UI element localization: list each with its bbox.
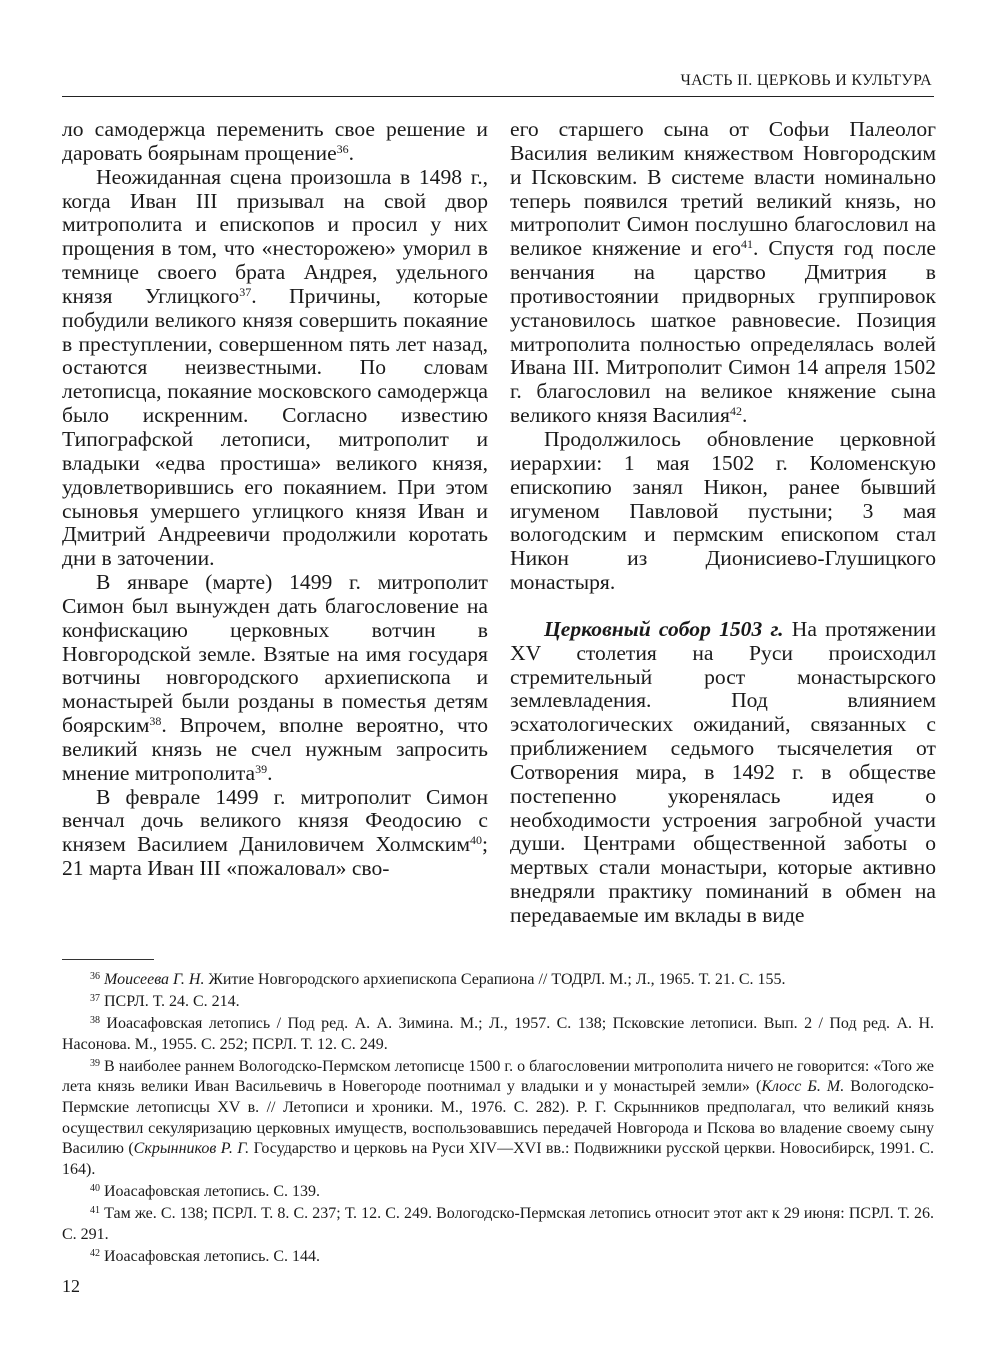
paragraph: его старшего сына от Софьи Палеолог Василия великим княжеством Новгородским и Псковским. В системе власти номинально теперь появился третий великий князь, но митрополит Симон послушно благословил на великое княжение и его$^{41}$. Спустя год после венчания на царство Дмитрия в противостоянии придворных группировок установилось шаткое равновесие. Позиция митрополита полностью определялась волей Ивана III. Митрополит Симон 14 апреля 1502 г. благословил на великое княжение сына великого князя Василия$^{42}$. xyxy=(510,117,936,428)
section-heading: Церковный собор 1503 г. xyxy=(544,616,784,641)
running-header xyxy=(62,70,934,97)
paragraph: ло самодержца переменить свое решение и даровать боярынам прощение$^{36}$. xyxy=(62,117,488,165)
paragraph: В январе (марте) 1499 г. митрополит Симон был вынужден дать благословение на конфискацию церковных вотчин в Новгородской земле. Взятые на имя государя вотчины новгородского архиепископа и монастырей были розданы в поместья детям боярским$^{38}$. Впрочем, вполне вероятно, что великий князь не счел нужным запросить мнение митрополита$^{39}$. xyxy=(62,570,488,785)
footnotes xyxy=(62,970,934,1269)
footnote: $^{42}$ Иоасафовская летопись. С. 144. xyxy=(90,1247,321,1265)
footnote-separator xyxy=(62,959,154,960)
paragraph: В феврале 1499 г. митрополит Симон венчал дочь великого князя Феодосию с князем Василием Даниловичем Холмским$^{40}$; 21 марта Иван III «пожаловал» сво- xyxy=(62,784,488,881)
footnote: $^{41}$ Там же. С. 138; ПСРЛ. Т. 8. С. 237; Т. 12. С. 249. Вологодско-Пермская летопись относит этот акт к 29 июня: ПСРЛ. Т. 26. С. 291. xyxy=(62,1205,935,1243)
left-column xyxy=(62,118,488,881)
footnote-ref[interactable]: 42 xyxy=(729,404,742,419)
page-number: 12 xyxy=(62,1276,80,1296)
paragraph: Продолжилось обновление церковной иерархии: 1 мая 1502 г. Коломенскую епископию занял Никон, ранее бывший игуменом Павловой пустыни; 3 мая вологодским и пермским епископом стал Никон из Дионисиево-Глушицкого монастыря. xyxy=(510,426,936,595)
footnote-ref[interactable]: 38 xyxy=(149,714,162,729)
footnote: $^{37}$ ПСРЛ. Т. 24. С. 214. xyxy=(90,993,240,1011)
footnote-ref[interactable]: 39 xyxy=(255,761,268,776)
right-column xyxy=(510,118,936,928)
footnote-ref[interactable]: 37 xyxy=(239,284,252,299)
paragraph: Церковный собор 1503 г. На протяжении XV столетия на Руси происходил стремительный рост монастырского землевладения. Под влиянием эсхатологических ожиданий, связанных с приближением седьмого тысячелетия от Сотворения мира, в 1492 г. в обществе постепенно укоренялась идея о необходимости устроения загробной участи души. Центрами общественной заботы о мертвых стали монастыри, которые активно внедряли практику поминаний в обмен на передаваемые им вклады в виде xyxy=(510,616,936,927)
footnote: $^{36}$ Моисеева Г. Н. Житие Новгородского архиепископа Серапиона // ТОДРЛ. М.; Л., 1965. Т. 21. С. 155. xyxy=(90,971,786,988)
footnote: $^{38}$ Иоасафовская летопись / Под ред. А. А. Зимина. М.; Л., 1957. С. 138; Псковские летописи. Вып. 2 / Под ред. А. Н. Насонова. М., 1955. С. 252; ПСРЛ. Т. 12. С. 249. xyxy=(62,1015,934,1053)
footnote-ref[interactable]: 40 xyxy=(470,833,482,848)
footnote: $^{40}$ Иоасафовская летопись. С. 139. xyxy=(90,1182,321,1200)
footnote: $^{39}$ В наиболее раннем Вологодско-Пермском летописце 1500 г. о благословении митрополита ничего не говорится: «Того же лета князь велики Иван Васильевичь в Новегороде поотнимал у владыки и у монастырей земли» (Клосс Б. М. Вологодско-Пермские летописцы XV в. // Летописи и хроники. М., 1976. С. 282). Р. Г. Скрынников предполагал, что великий князь осуществил секуляризацию церковных имуществ, воспользовавшись передачей Новгорода и Пскова во владение своему сыну Василию (Скрынников Р. Г. Государство и церковь на Руси XIV—XVI вв.: Подвижники русской церкви. Новосибирск, 1991. С. 164). xyxy=(62,1057,935,1178)
paragraph: Неожиданная сцена произошла в 1498 г., когда Иван III призывал на свой двор митрополита и епископов и просил у них прощения в том, что «несторожею» уморил в темнице своего брата Андрея, удельного князя Углицкого$^{37}$. Причины, которые побудили великого князя совершить покаяние в преступлении, совершенном пять лет назад, остаются неизвестными. По словам летописца, покаяние московского самодержца было искренним. Согласно известию Типографской летописи, митрополит и владыки «едва простиша» великого князя, удовлетворившись его покаянием. При этом сыновья умершего углицкого князя Иван и Дмитрий Андреевичи продолжили коротать дни в заточении. xyxy=(62,164,488,571)
footnote-ref[interactable]: 36 xyxy=(336,141,349,156)
running-header-title: ЧАСТЬ II. ЦЕРКОВЬ И КУЛЬТУРА xyxy=(680,72,932,89)
footnote-ref[interactable]: 41 xyxy=(741,237,754,252)
